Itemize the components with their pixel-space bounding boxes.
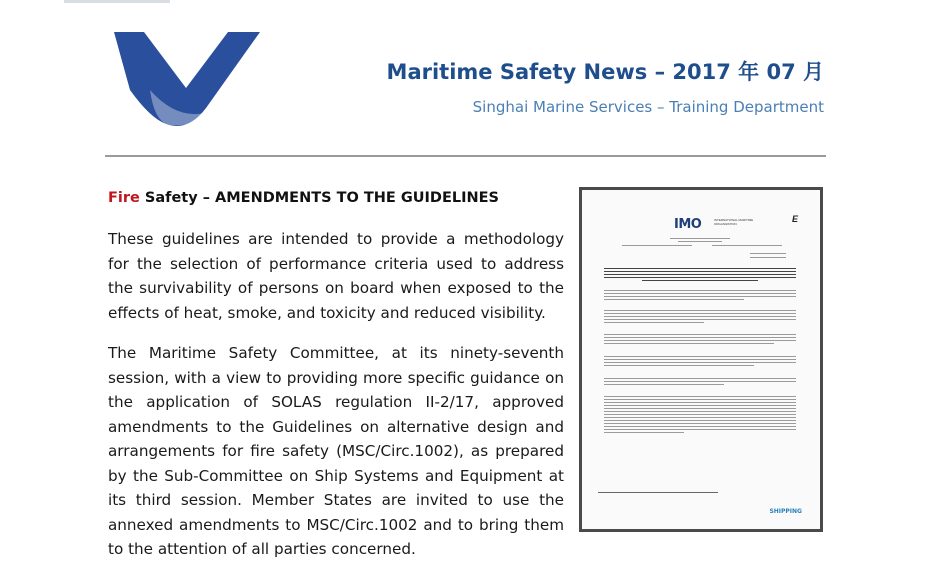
language-mark: E (791, 214, 798, 224)
top-strip (64, 0, 170, 3)
header-divider (105, 155, 826, 157)
newsletter-subtitle: Singhai Marine Services – Training Department (472, 98, 824, 116)
article-paragraph-1: These guidelines are intended to provide a methodology for the selection of performance criteria used to address the survivability of persons on board when exposed to the effects of heat, smoke, and toxicity and reduced visibility. (108, 230, 564, 322)
circular-document-image (579, 187, 823, 532)
article-headline (108, 190, 499, 206)
imo-logo: IMO (674, 217, 702, 232)
document-page (582, 190, 820, 529)
headline-rest: Safety – AMENDMENTS TO THE GUIDELINES (139, 190, 499, 206)
newsletter-title: Maritime Safety News – 2017 年 07 月 (386, 60, 824, 84)
company-logo-icon (110, 28, 265, 133)
imo-org-text: INTERNATIONAL MARITIME ORGANIZATION (714, 218, 754, 226)
headline-fire-word: Fire (108, 190, 140, 206)
article-paragraph-2: The Maritime Safety Committee, at its ninety-seventh session, with a view to providing more specific guidance on the application of SOLAS regulation II-2/17, approved amendments to the Guidelines on alternative design and arrangements for fire safety (MSC/Circ.1002), as prepared by the Sub-Committee on Ship Systems and Equipment at its third session. Member States are invited to use the annexed amendments to MSC/Circ.1002 and to bring them to the attention of all parties concerned. (108, 344, 564, 558)
shipping-badge: SHIPPING (769, 508, 802, 515)
